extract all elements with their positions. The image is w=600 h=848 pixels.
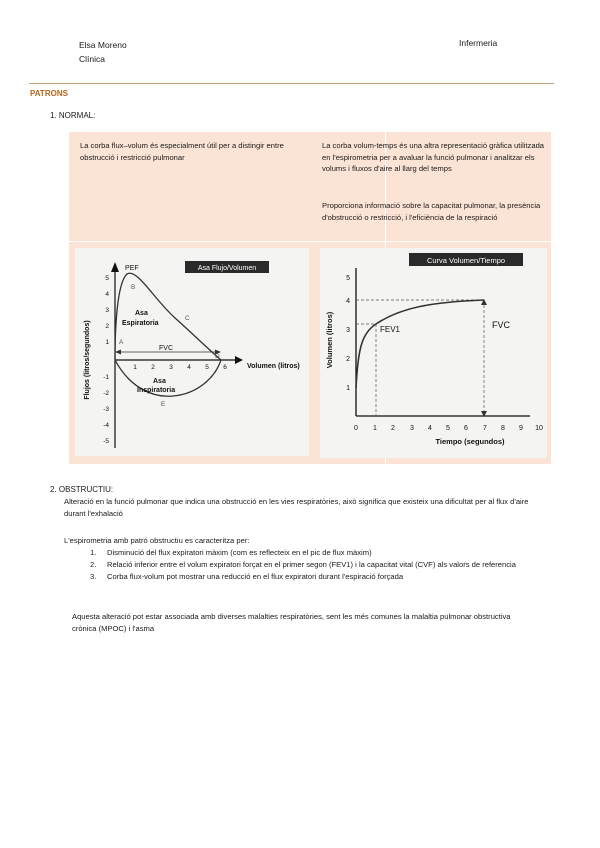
- point-d: D: [215, 353, 220, 360]
- volume-x-label: Tiempo (segundos): [435, 437, 505, 446]
- flow-y-tick: 1: [105, 339, 109, 346]
- volume-time-chart: [320, 248, 547, 458]
- list-item-text: Corba flux-volum pot mostrar una reducció en el flux expiratori durant l'espiració forçada: [107, 572, 404, 581]
- flow-y-tick: 5: [105, 275, 109, 282]
- volume-x-tick: 5: [446, 425, 450, 432]
- volume-x-tick: 3: [410, 425, 414, 432]
- point-b: B: [131, 284, 136, 291]
- volume-chart-title: Curva Volumen/Tiempo: [426, 256, 506, 265]
- normal-table: [69, 132, 551, 464]
- flow-y-tick: -3: [103, 406, 109, 413]
- normal-heading: 1. NORMAL:: [50, 111, 96, 120]
- pef-label: PEF: [125, 265, 139, 272]
- flow-x-tick: 1: [133, 364, 137, 371]
- flow-y-label: Flujos (litros/segundos): [84, 320, 91, 400]
- flow-y-tick: 3: [105, 307, 109, 314]
- course-name: Infermeria: [459, 38, 498, 48]
- flow-y-tick: -5: [103, 438, 109, 445]
- list-item: [90, 547, 560, 559]
- expiratory-label-1: Asa: [135, 310, 148, 317]
- volume-x-tick: 6: [464, 425, 468, 432]
- flow-volume-description: La corba flux–volum és especialment útil per a distingir entre obstrucció i restricció pulmonar: [80, 141, 284, 162]
- flow-x-tick: 3: [169, 364, 173, 371]
- flow-x-tick: 4: [187, 364, 191, 371]
- author-name: Elsa Moreno: [79, 40, 127, 50]
- fvc-label: FVC: [159, 345, 173, 352]
- volume-x-tick: 1: [373, 425, 377, 432]
- flow-volume-chart: [75, 248, 309, 456]
- volume-fvc-label: FVC: [492, 320, 510, 330]
- list-item: [90, 559, 560, 571]
- expiratory-label-2: Espiratoria: [122, 320, 159, 327]
- flow-y-tick: -1: [103, 374, 109, 381]
- volume-x-tick: 10: [535, 425, 543, 432]
- obstructive-intro: Alteració en la funció pulmonar que indica una obstrucció en les vies respiratòries, això significa que existeix una dificultat per al flux d'aire durant l'exhalació: [64, 497, 529, 518]
- volume-x-tick: 8: [501, 425, 505, 432]
- volume-y-tick: 4: [346, 298, 350, 305]
- obstructive-list: [90, 547, 560, 583]
- header-divider: [29, 83, 554, 84]
- fev1-label: FEV1: [380, 325, 401, 334]
- volume-y-tick: 2: [346, 356, 350, 363]
- flow-y-tick: -4: [103, 422, 109, 429]
- flow-x-label: Volumen (litros): [247, 363, 300, 370]
- volume-y-tick: 3: [346, 327, 350, 334]
- volume-y-tick: 5: [346, 275, 350, 282]
- volume-x-tick: 4: [428, 425, 432, 432]
- list-item-number: 2.: [90, 560, 97, 569]
- flow-x-tick: 6: [223, 364, 227, 371]
- list-item-number: 1.: [90, 548, 97, 557]
- point-a: A: [119, 339, 124, 346]
- obstructive-heading: 2. OBSTRUCTIU:: [50, 485, 114, 494]
- flow-y-tick: 4: [105, 291, 109, 298]
- volume-time-note: Proporciona informació sobre la capacitat pulmonar, la presència d'obstrucció o restricció, i l'eficiència de la respiració: [322, 201, 541, 222]
- list-item-text: Disminució del flux expiratori màxim (com es reflecteix en el pic de flux màxim): [107, 548, 372, 557]
- volume-x-tick: 7: [483, 425, 487, 432]
- point-e: E: [161, 401, 166, 408]
- inspiratory-label-1: Asa: [153, 378, 166, 385]
- table-row-divider: [69, 241, 551, 242]
- list-item-number: 3.: [90, 572, 97, 581]
- obstructive-lead: L'espirometria amb patró obstructiu es caracteritza per:: [64, 536, 250, 545]
- flow-y-tick: -2: [103, 390, 109, 397]
- inspiratory-label-2: Inspiratoria: [137, 387, 176, 394]
- flow-y-tick: 2: [105, 323, 109, 330]
- section-title: PATRONS: [30, 89, 68, 98]
- volume-x-tick: 2: [391, 425, 395, 432]
- header-left: [79, 38, 127, 66]
- volume-x-tick: 9: [519, 425, 523, 432]
- obstructive-closing: Aquesta alteració pot estar associada amb diverses malalties respiratòries, sent les més comunes la malaltia pulmonar obstructiva crònica (MPOC) i l'asma: [72, 612, 511, 633]
- volume-y-tick: 1: [346, 385, 350, 392]
- volume-x-tick: 0: [354, 425, 358, 432]
- flow-chart-title: Asa Flujo/Volumen: [197, 265, 257, 272]
- volume-time-description: La corba volum-temps és una altra representació gràfica utilitzada en l'espirometria per a avaluar la funció pulmonar i analitzar els volums i fluxos d'aire al llarg del temps: [322, 141, 545, 173]
- flow-x-tick: 2: [151, 364, 155, 371]
- flow-x-tick: 5: [205, 364, 209, 371]
- point-c: C: [185, 315, 190, 322]
- subject-name: Clínica: [79, 54, 105, 64]
- list-item-text: Relació inferior entre el volum expiratori forçat en el primer segon (FEV1) i la capacitat vital (CVF) als valors de referencia: [107, 560, 516, 569]
- list-item: [90, 571, 560, 583]
- volume-y-label: Volumen (litros): [325, 311, 334, 369]
